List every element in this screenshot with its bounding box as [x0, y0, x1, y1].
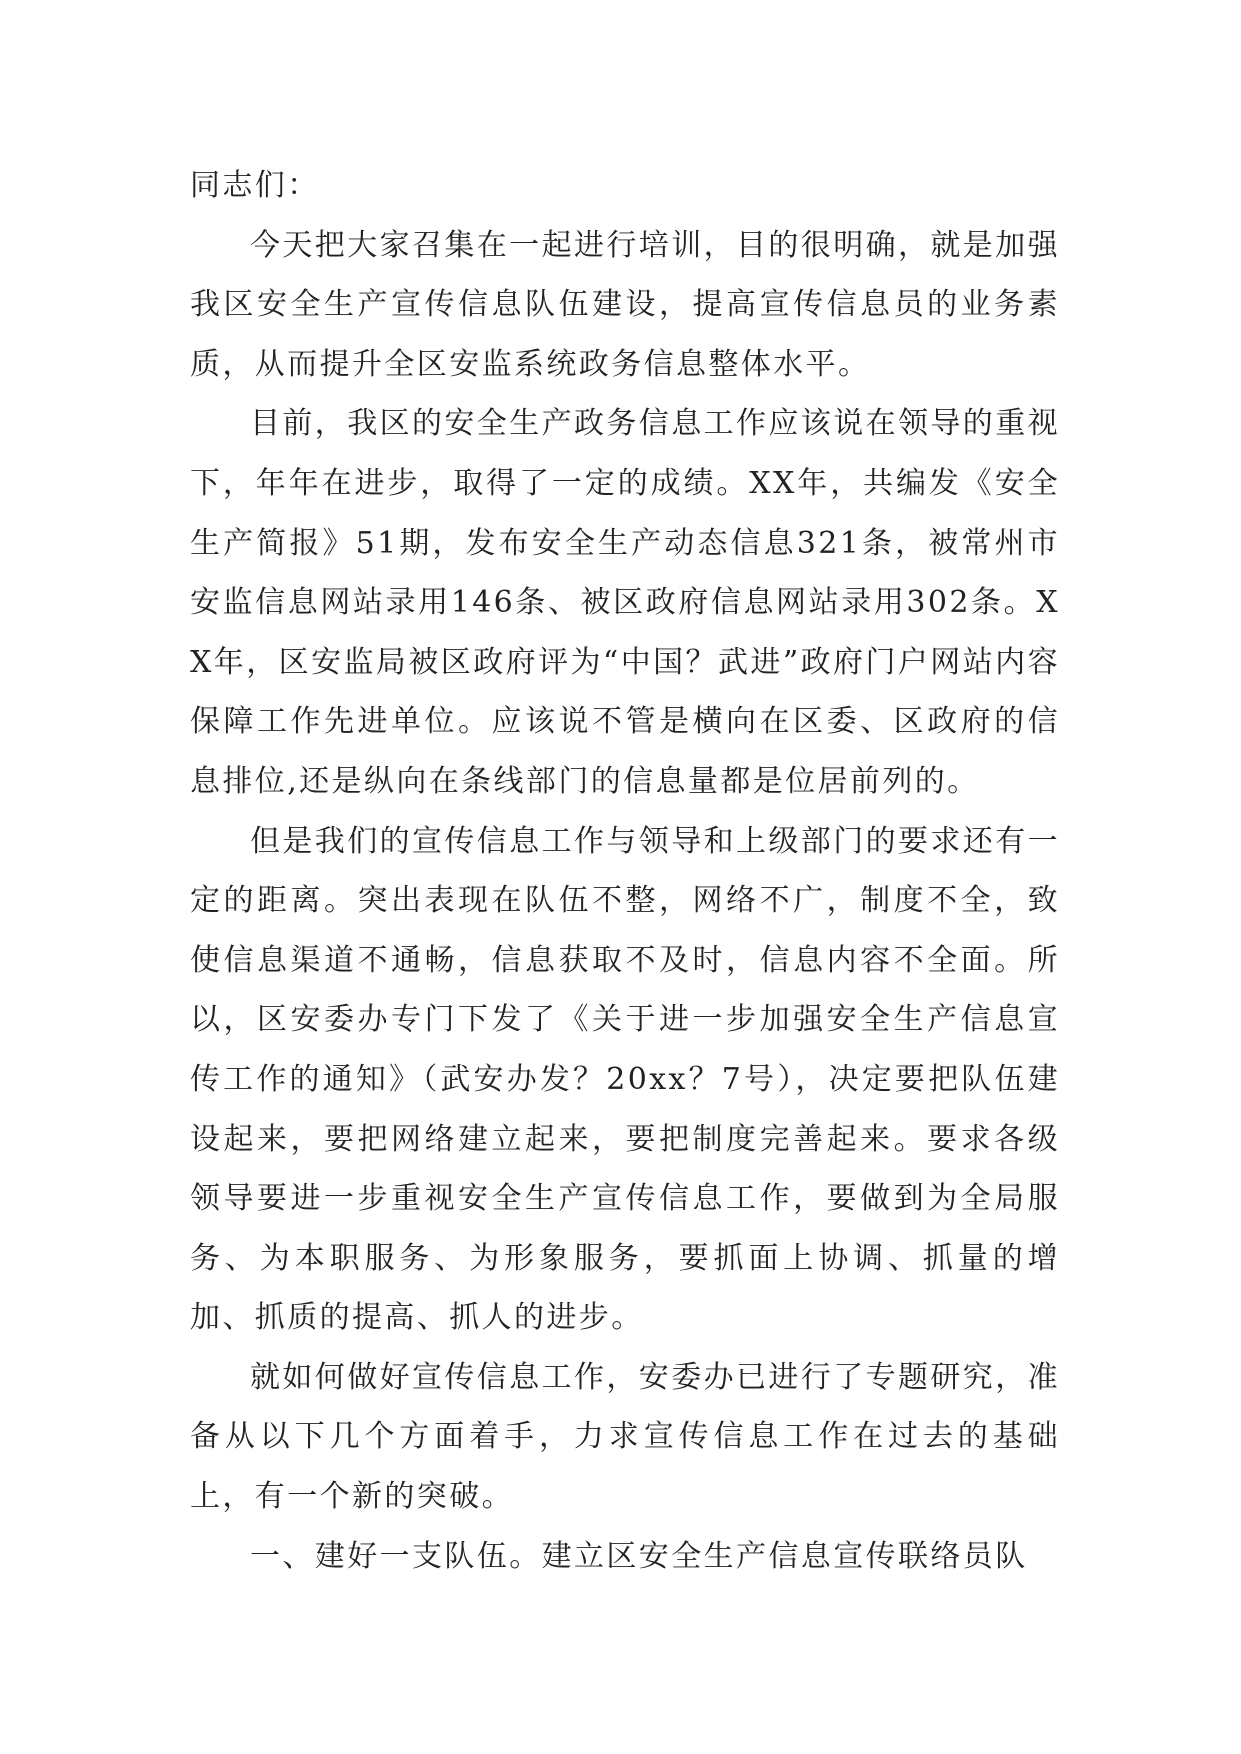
paragraph-achievements: 目前，我区的安全生产政务信息工作应该说在领导的重视下，年年在进步，取得了一定的成绩。XX年，共编发《安全生产简报》51期，发布安全生产动态信息321条，被常州市安监信息网站录用146条、被区政府信息网站录用302条。XX年，区安监局被区政府评为“中国？武进”政府门户网站内容保障工作先进单位。应该说不管是横向在区委、区政府的信息排位,还是纵向在条线部门的信息量都是位居前列的。 — [190, 406, 1060, 799]
paragraph-shortcomings: 但是我们的宣传信息工作与领导和上级部门的要求还有一定的距离。突出表现在队伍不整，网络不广，制度不全，致使信息渠道不通畅，信息获取不及时，信息内容不全面。所以，区安委办专门下发了《关于进一步加强安全生产信息宣传工作的通知》（武安办发？20xx？7号），决定要把队伍建设起来，要把网络建立起来，要把制度完善起来。要求各级领导要进一步重视安全生产宣传信息工作，要做到为全局服务、为本职服务、为形象服务，要抓面上协调、抓量的增加、抓质的提高、抓人的进步。 — [190, 823, 1060, 1336]
document-body — [190, 156, 1060, 1586]
paragraph-point-one: 一、建好一支队伍。建立区安全生产信息宣传联络员队 — [250, 1538, 1028, 1574]
salutation: 同志们： — [190, 168, 320, 203]
paragraph-plan-intro: 就如何做好宣传信息工作，安委办已进行了专题研究，准备从以下几个方面着手，力求宣传信息工作在过去的基础上，有一个新的突破。 — [190, 1359, 1060, 1515]
paragraph-training-purpose: 今天把大家召集在一起进行培训，目的很明确，就是加强我区安全生产宣传信息队伍建设，提高宣传信息员的业务素质，从而提升全区安监系统政务信息整体水平。 — [190, 227, 1060, 382]
